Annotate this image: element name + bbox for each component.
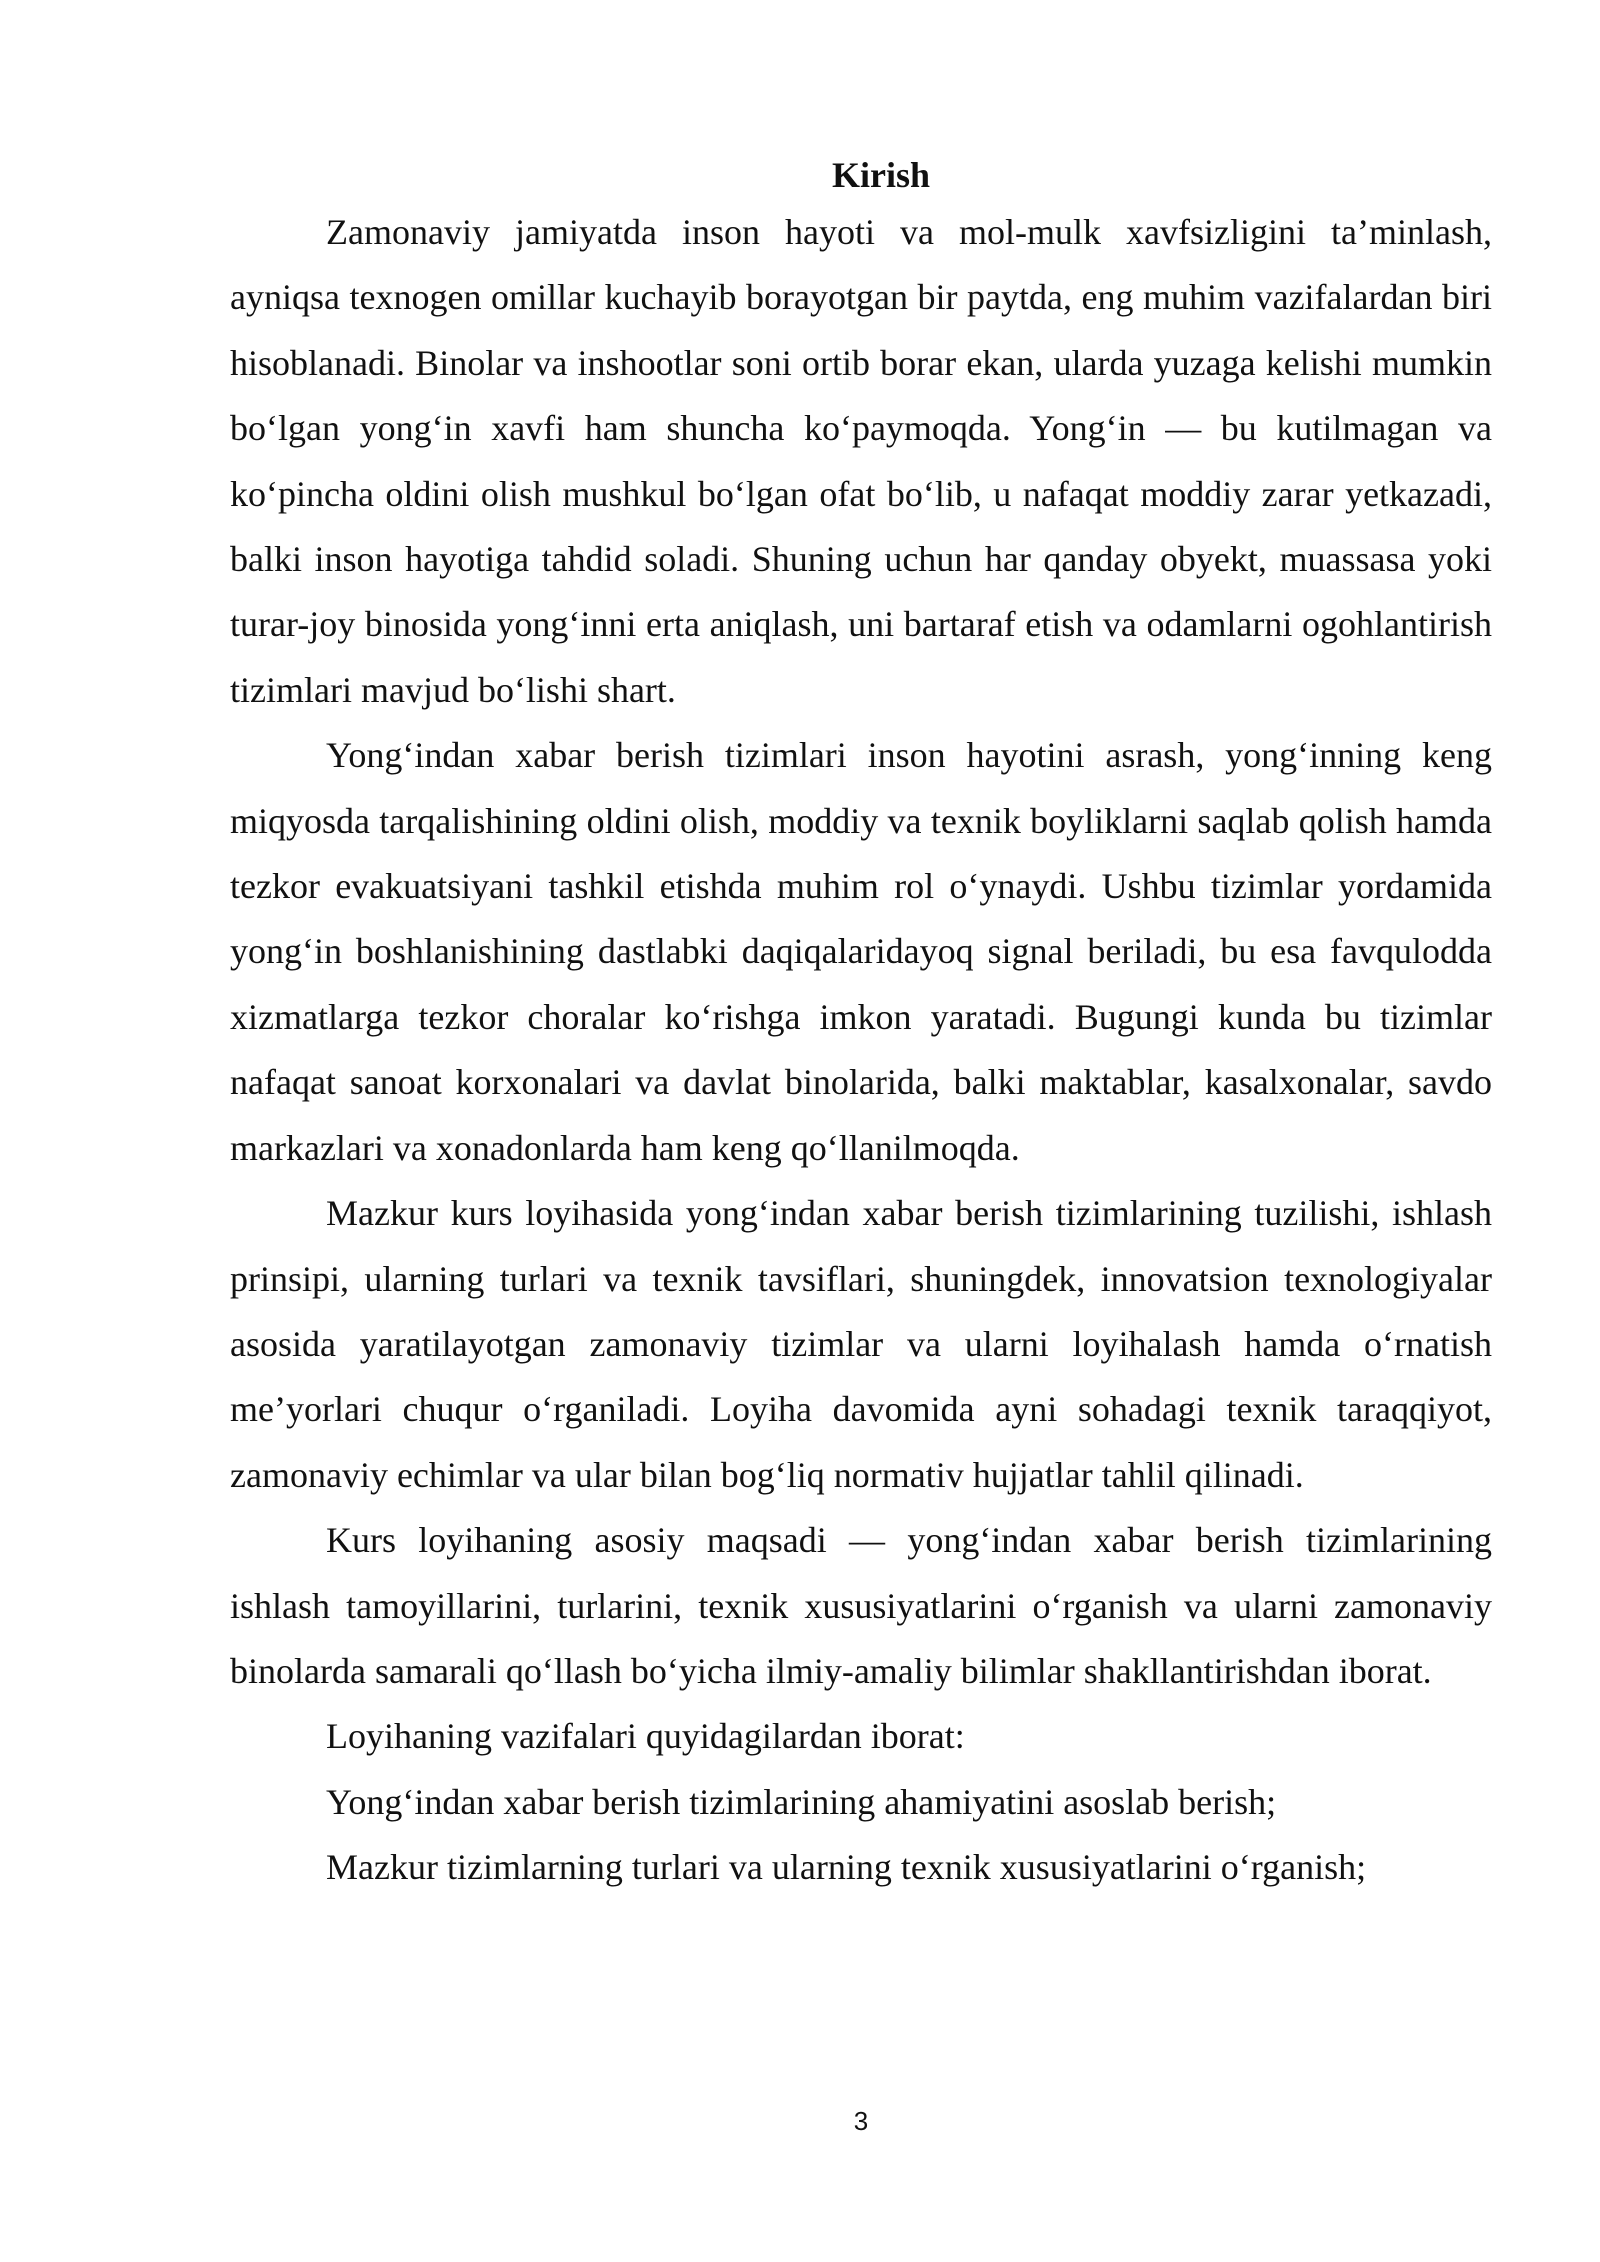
section-title: Kirish [831, 155, 930, 195]
paragraph-importance: Yong‘indan xabar berish tizimlari inson hayotini asrash, yong‘inning keng miqyosda tarqalishining oldini olish, moddiy va texnik boyliklarni saqlab qolish hamda tezkor evakuatsiyani tashkil etishda muhim rol o‘ynaydi. Ushbu tizimlar yordamida yong‘in boshlanishining dastlabki daqiqalaridayoq signal beriladi, bu esa favqulodda xizmatlarga tezkor choralar ko‘rishga imkon yaratadi. Bugungi kunda bu tizimlar nafaqat sanoat korxonalari va davlat binolarida, balki maktablar, kasalxonalar, savdo markazlari va xonadonlarda ham keng qo‘llanilmoqda. [230, 735, 1492, 1168]
document-page [230, 150, 1492, 1901]
task-item: Yong‘indan xabar berish tizimlarining ahamiyatini asoslab berish; [326, 1781, 1277, 1822]
paragraph-introduction: Zamonaviy jamiyatda inson hayoti va mol-mulk xavfsizligini ta’minlash, ayniqsa texnogen omillar kuchayib borayotgan bir paytda, eng muhim vazifalardan biri hisoblanadi. Binolar va inshootlar soni ortib borar ekan, ularda yuzaga kelishi mumkin bo‘lgan yong‘in xavfi ham shuncha ko‘paymoqda. Yong‘in — bu kutilmagan va ko‘pincha oldini olish mushkul bo‘lgan ofat bo‘lib, u nafaqat moddiy zarar yetkazadi, balki inson hayotiga tahdid soladi. Shuning uchun har qanday obyekt, muassasa yoki turar-joy binosida yong‘inni erta aniqlash, uni bartaraf etish va odamlarni ogohlantirish tizimlari mavjud bo‘lishi shart. [230, 212, 1492, 710]
paragraph-project-scope: Mazkur kurs loyihasida yong‘indan xabar berish tizimlarining tuzilishi, ishlash prinsipi, ularning turlari va texnik tavsiflari, shuningdek, innovatsion texnologiyalar asosida yaratilayotgan zamonaviy tizimlar va ularni loyihalash hamda o‘rnatish me’yorlari chuqur o‘rganiladi. Loyiha davomida ayni sohadagi texnik taraqqiyot, zamonaviy echimlar va ular bilan bog‘liq normativ hujjatlar tahlil qilinadi. [230, 1193, 1492, 1495]
page-number: 3 [853, 2106, 869, 2136]
paragraph-project-goal: Kurs loyihaning asosiy maqsadi — yong‘indan xabar berish tizimlarining ishlash tamoyillarini, turlarini, texnik xususiyatlarini o‘rganish va ularni zamonaviy binolarda samarali qo‘llash bo‘yicha ilmiy-amaliy bilimlar shakllantirishdan iborat. [230, 1520, 1492, 1691]
task-item: Mazkur tizimlarning turlari va ularning texnik xususiyatlarini o‘rganish; [326, 1847, 1367, 1888]
tasks-intro: Loyihaning vazifalari quyidagilardan iborat: [326, 1716, 965, 1757]
